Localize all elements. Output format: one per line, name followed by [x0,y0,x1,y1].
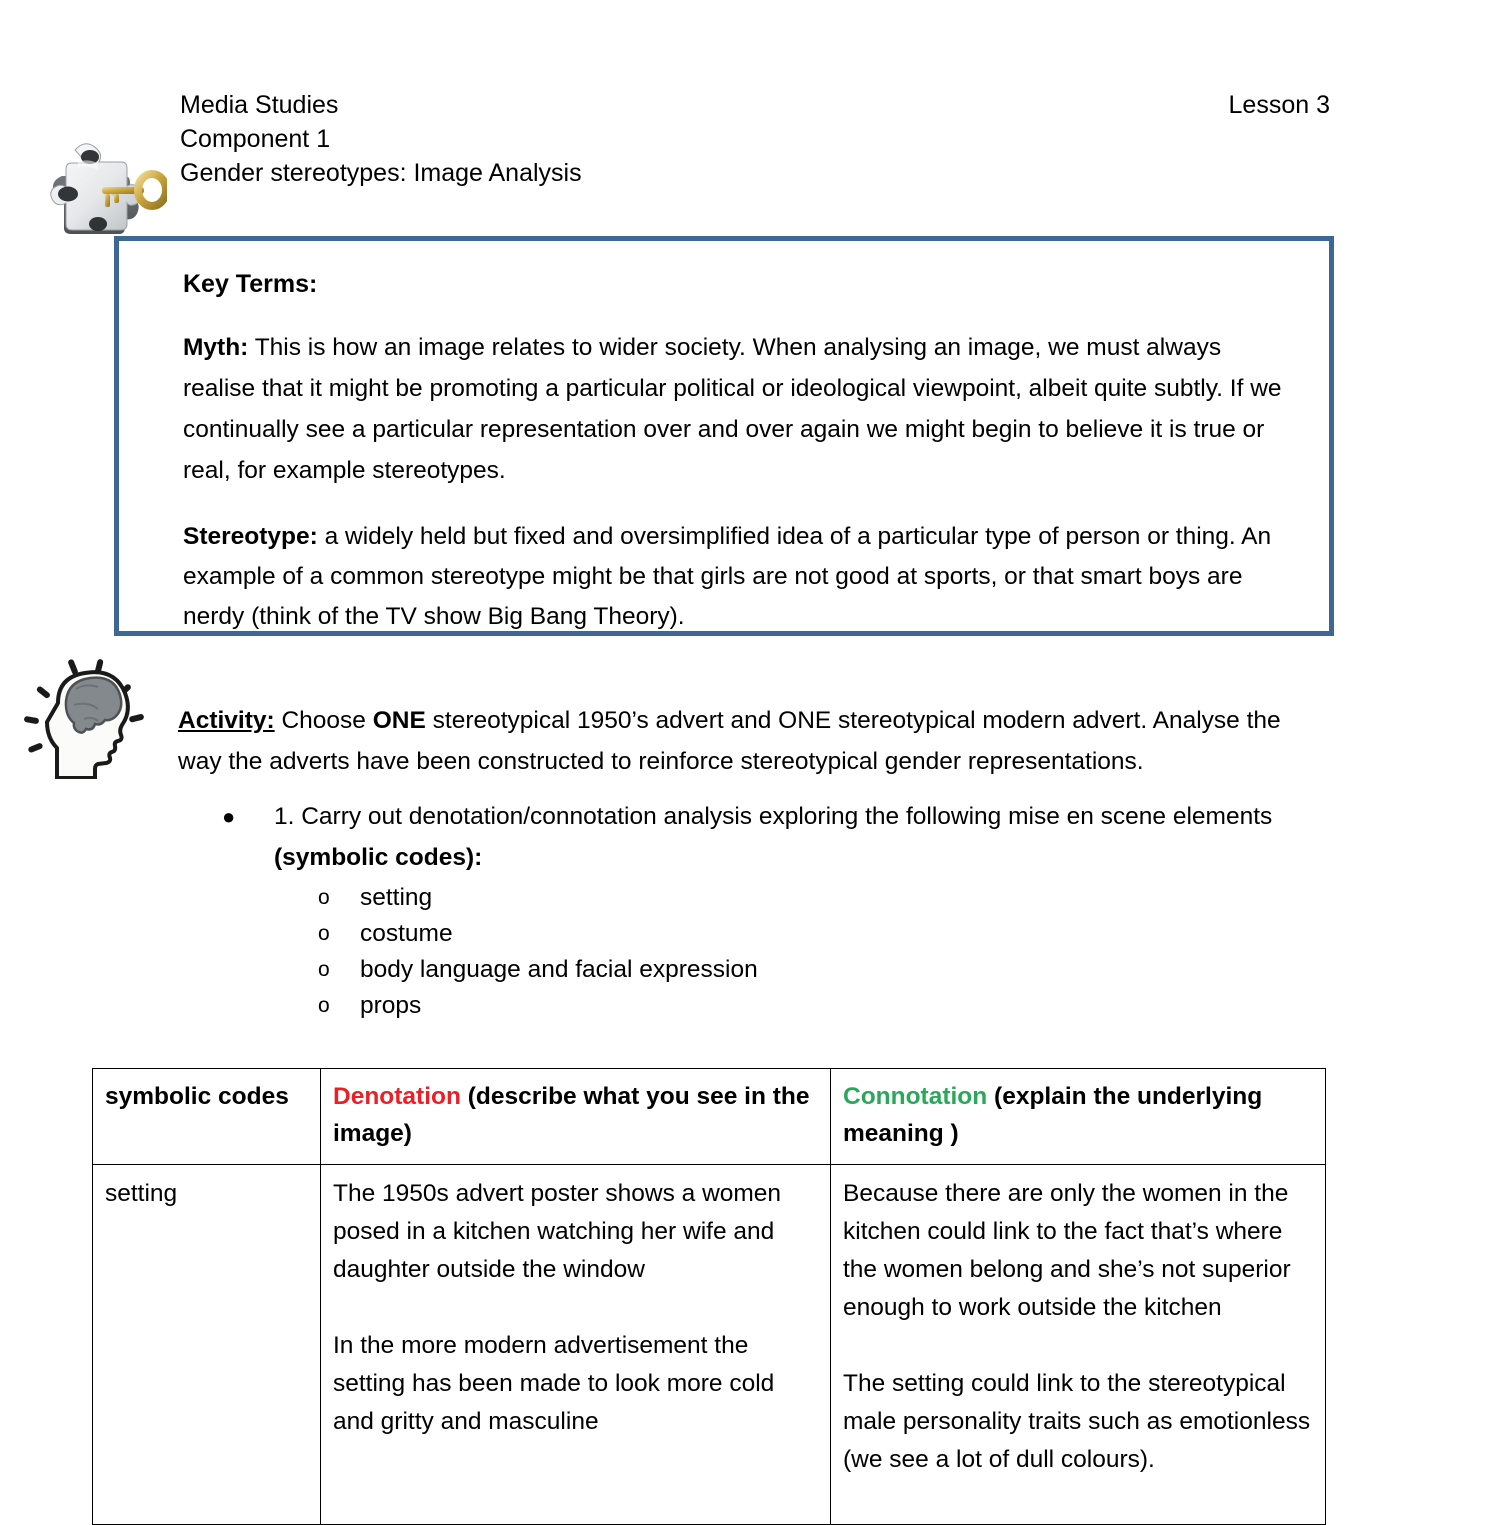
activity-text-2: stereotypical 1950’s advert and ONE stereotypical modern advert. Analyse the way the adverts have been constructed to reinforce stereotypical gender representations. [178,707,1281,775]
document-header [180,88,1330,190]
myth-label: Myth: [183,334,249,361]
sub-item-label: costume [360,920,453,947]
list-item [222,880,1282,916]
activity-instruction [178,700,1330,782]
analysis-table [92,1068,1326,1525]
task-item-text [274,796,1282,878]
denotation-header-rest: (describe what you see in the image) [333,1083,810,1147]
bullet-marker-icon: ● [222,804,236,829]
activity-emphasis: ONE [372,707,426,734]
denotation-paragraph-2: In the more modern advertisement the setting has been made to look more cold and gritty and masculine [333,1332,775,1435]
sub-item-label: props [360,992,422,1019]
key-terms-box [114,236,1334,636]
activity-label: Activity: [178,707,275,734]
sub-bullet-marker-icon: o [318,958,330,981]
header-component: Component 1 [180,125,331,153]
cell-denotation [321,1165,831,1525]
header-subject-block [180,88,582,190]
connotation-paragraph-1: Because there are only the women in the kitchen could link to the fact that’s where the women belong and she’s not superior enough to work outside the kitchen [843,1180,1291,1321]
header-topic: Gender stereotypes: Image Analysis [180,159,582,187]
connotation-paragraph-2: The setting could link to the stereotypical male personality traits such as emotionless (we see a lot of dull colours). [843,1370,1311,1473]
column-header-denotation [321,1069,831,1165]
denotation-keyword: Denotation [333,1083,461,1110]
list-item [222,796,1282,878]
cell-connotation [831,1165,1326,1525]
puzzle-key-icon [42,132,167,247]
table-row [93,1165,1326,1525]
stereotype-text: a widely held but fixed and oversimplified idea of a particular type of person or thing. An example of a common stereotype might be that girls are not good at sports, or that smart boys are nerdy (think of the TV show Big Bang Theory). [183,523,1272,630]
activity-text-1: Choose [281,707,366,734]
task-item-text-plain: 1. Carry out denotation/connotation analysis exploring the following mise en scene elements [274,803,1273,830]
list-item [222,916,1282,952]
list-item [222,952,1282,988]
cell-symbolic-code: setting [93,1165,321,1525]
stereotype-label: Stereotype: [183,523,318,550]
table-header-row [93,1069,1326,1165]
list-item [222,988,1282,1024]
connotation-keyword: Connotation [843,1083,988,1110]
key-terms-title: Key Terms: [183,270,318,298]
task-item-text-bold: (symbolic codes): [274,844,483,871]
header-subject: Media Studies [180,91,339,119]
paragraph-spacer [333,1289,818,1327]
column-header-connotation [831,1069,1326,1165]
column-header-symbolic-codes: symbolic codes [93,1069,321,1165]
sub-item-label: body language and facial expression [360,956,758,983]
denotation-paragraph-1: The 1950s advert poster shows a women posed in a kitchen watching her wife and daughter outside the window [333,1180,782,1283]
myth-text: This is how an image relates to wider society. When analysing an image, we must always realise that it might be promoting a particular political or ideological viewpoint, albeit quite subtly. If we continually see a particular representation over and over again we might begin to believe it is true or real, for example stereotypes. [183,334,1282,484]
symbolic-codes-sublist [222,880,1282,1024]
stereotype-definition [183,517,1295,637]
brain-head-icon [22,657,160,779]
sub-item-label: setting [360,884,433,911]
header-lesson: Lesson 3 [1228,91,1330,119]
task-list [222,796,1282,1024]
sub-bullet-marker-icon: o [318,994,330,1017]
sub-bullet-marker-icon: o [318,922,330,945]
myth-definition [183,327,1295,491]
sub-bullet-marker-icon: o [318,886,330,909]
connotation-header-rest: (explain the underlying meaning ) [843,1083,1263,1147]
paragraph-spacer [843,1327,1313,1365]
